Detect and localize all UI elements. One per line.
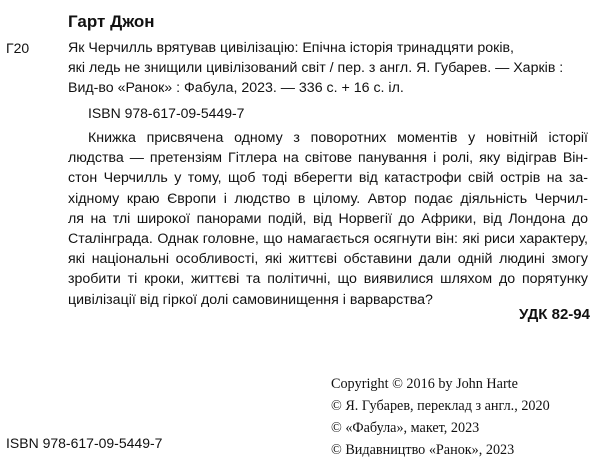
- abstract-line: людства — претензіям Гітлера на світове панування і ролі, яку відіграв Він-: [68, 150, 588, 167]
- udk-code: УДК 82-94: [519, 306, 590, 323]
- bibliographic-description: [68, 38, 588, 98]
- abstract-line: стон Черчилль у тому, щоб тоді вберегти від катастрофи свій острів на за-: [68, 170, 588, 187]
- abstract-line: цивілізації від гіркої долі самовинищення і варварства?: [68, 291, 433, 308]
- abstract-line: ля на тлі широкої панорами подій, від Норвегії до Африки, від Лондона до: [68, 210, 588, 227]
- abstract-line: які національні особливості, які життєві обставини дали одній людині змогу: [68, 251, 588, 268]
- author-name: Гарт Джон: [68, 12, 155, 31]
- copyright-line: © Я. Губарев, переклад з англ., 2020: [331, 398, 550, 414]
- copyright-block: [331, 373, 595, 461]
- copyright-line: Copyright © 2016 by John Harte: [331, 376, 518, 392]
- isbn-bottom: ISBN 978-617-09-5449-7: [6, 435, 163, 451]
- abstract-line: хідному краю Європи і людство в цілому. Автор подає діяльність Черчил-: [68, 190, 588, 207]
- description-line: які ледь не знищили цивілізований світ / пер. з англ. Я. Губарев. — Харків :: [68, 60, 564, 76]
- abstract: [68, 128, 588, 310]
- isbn-top: ISBN 978-617-09-5449-7: [88, 105, 245, 121]
- abstract-line: Сталінграда. Однак головне, що намагається осягнути він: які риси характеру,: [68, 231, 588, 248]
- copyright-line: © Видавництво «Ранок», 2023: [331, 442, 515, 458]
- abstract-line: Книжка присвячена одному з поворотних моментів у новітній історії: [88, 130, 588, 146]
- description-line: Як Черчилль врятував цивілізацію: Епічна історія тринадцяти років,: [68, 40, 514, 56]
- copyright-line: © «Фабула», макет, 2023: [331, 420, 480, 436]
- description-line: Вид-во «Ранок» : Фабула, 2023. — 336 с. + 16 с. іл.: [68, 80, 404, 96]
- abstract-line: зробити ті кроки, життєві та політичні, що виявилися шляхом до порятунку: [68, 271, 588, 288]
- catalog-code: Г20: [6, 40, 30, 56]
